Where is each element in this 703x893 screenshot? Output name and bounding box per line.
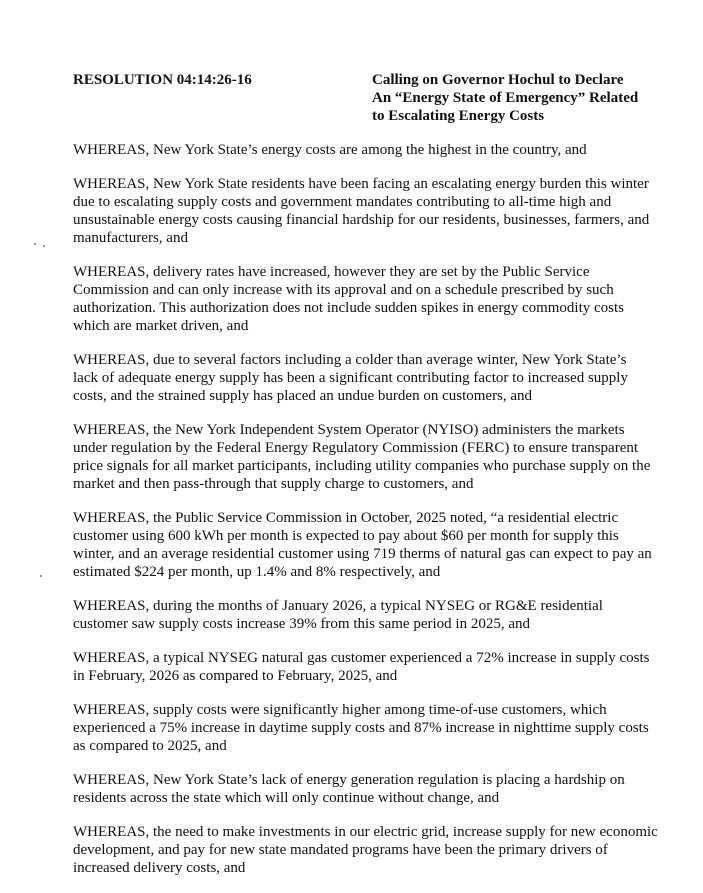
resolution-number: RESOLUTION 04:14:26-16 [73, 72, 252, 88]
paragraph-line: as compared to 2025, and [73, 738, 227, 754]
paragraph-line: market and then pass-through that supply charge to customers, and [73, 476, 474, 492]
paragraph-line: WHEREAS, during the months of January 2026, a typical NYSEG or RG&E residential [73, 598, 603, 614]
whereas-paragraph [73, 141, 663, 159]
paragraph-line: winter, and an average residential customer using 719 therms of natural gas can expect to pay an [73, 546, 652, 562]
paragraph-line: manufacturers, and [73, 230, 188, 246]
paragraph-line: WHEREAS, supply costs were significantly higher among time-of-use customers, which [73, 702, 607, 718]
paragraph-line: under regulation by the Federal Energy Regulatory Commission (FERC) to ensure transparent [73, 440, 639, 456]
paragraph-line: experienced a 75% increase in daytime supply costs and 87% increase in nighttime supply costs [73, 720, 649, 736]
whereas-paragraph [73, 175, 663, 247]
paragraph-line: costs, and the strained supply has placed an undue burden on customers, and [73, 388, 533, 404]
paragraph-line: WHEREAS, delivery rates have increased, however they are set by the Public Service [73, 264, 590, 280]
paragraph-line: increased delivery costs, and [73, 860, 246, 876]
whereas-paragraph [73, 771, 663, 807]
paragraph-line: lack of adequate energy supply has been a significant contributing factor to increased supply [73, 370, 628, 386]
whereas-paragraph [73, 597, 663, 633]
resolution-title-line: An “Energy State of Emergency” Related [372, 90, 639, 106]
paragraph-line: WHEREAS, due to several factors including a colder than average winter, New York State’s [73, 352, 627, 368]
paragraph-line: residents across the state which will only continue without change, and [73, 790, 500, 806]
paragraph-line: Commission and can only increase with its approval and on a schedule prescribed by such [73, 282, 614, 298]
resolution-title-line: to Escalating Energy Costs [372, 108, 545, 124]
paragraph-line: WHEREAS, the New York Independent System Operator (NYISO) administers the markets [73, 422, 625, 438]
paragraph-line: price signals for all market participants, including utility companies who purchase supply on the [73, 458, 651, 474]
whereas-paragraph [73, 351, 663, 405]
whereas-paragraph [73, 823, 663, 877]
scan-speck [34, 243, 36, 245]
resolution-title [372, 71, 638, 125]
whereas-paragraph [73, 421, 663, 493]
paragraph-line: which are market driven, and [73, 318, 249, 334]
paragraph-line: estimated $224 per month, up 1.4% and 8% respectively, and [73, 564, 441, 580]
scan-speck [40, 575, 42, 577]
paragraph-line: WHEREAS, New York State residents have been facing an escalating energy burden this winter [73, 176, 649, 192]
paragraph-line: development, and pay for new state mandated programs have been the primary drivers of [73, 842, 608, 858]
whereas-clauses [73, 141, 663, 893]
paragraph-line: WHEREAS, New York State’s energy costs are among the highest in the country, and [73, 142, 587, 158]
paragraph-line: customer saw supply costs increase 39% from this same period in 2025, and [73, 616, 530, 632]
paragraph-line: in February, 2026 as compared to February, 2025, and [73, 668, 398, 684]
whereas-paragraph [73, 701, 663, 755]
scan-speck [43, 245, 45, 247]
resolution-title-line: Calling on Governor Hochul to Declare [372, 72, 624, 88]
paragraph-line: WHEREAS, New York State’s lack of energy generation regulation is placing a hardship on [73, 772, 625, 788]
paragraph-line: WHEREAS, a typical NYSEG natural gas customer experienced a 72% increase in supply costs [73, 650, 650, 666]
paragraph-line: WHEREAS, the need to make investments in our electric grid, increase supply for new economic [73, 824, 658, 840]
paragraph-line: WHEREAS, the Public Service Commission in October, 2025 noted, “a residential electric [73, 510, 619, 526]
whereas-paragraph [73, 649, 663, 685]
paragraph-line: due to escalating supply costs and government mandates contributing to all-time high and [73, 194, 612, 210]
whereas-paragraph [73, 263, 663, 335]
paragraph-line: authorization. This authorization does not include sudden spikes in energy commodity costs [73, 300, 625, 316]
whereas-paragraph [73, 509, 663, 581]
paragraph-line: customer using 600 kWh per month is expected to pay about $60 per month for supply this [73, 528, 619, 544]
paragraph-line: unsustainable energy costs causing financial hardship for our residents, businesses, farmers, and [73, 212, 650, 228]
